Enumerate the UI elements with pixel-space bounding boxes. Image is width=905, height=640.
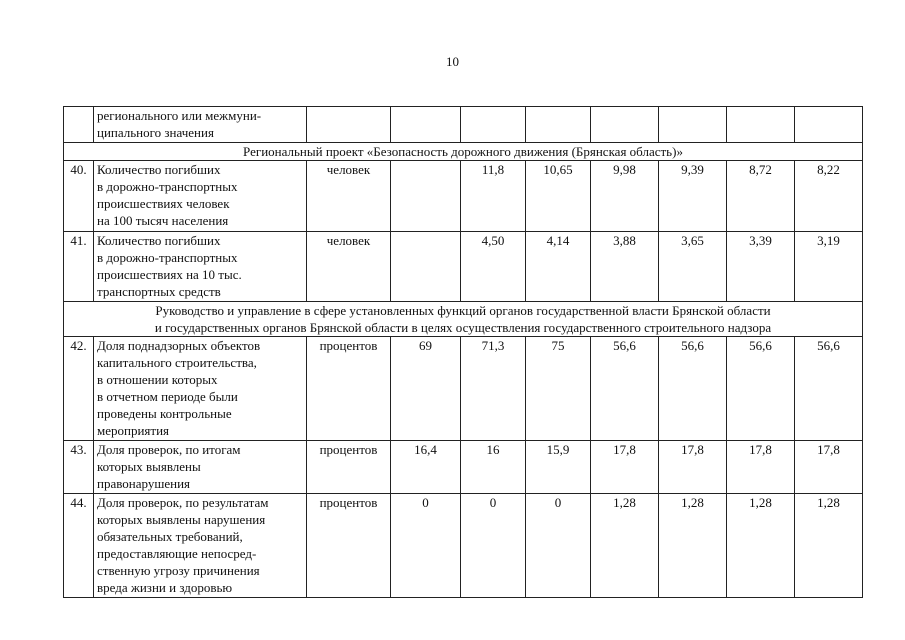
value-cell: 17,8 [795, 441, 863, 494]
section-title-management [64, 302, 863, 337]
value-cell [526, 107, 591, 143]
value-cell: 1,28 [659, 494, 727, 598]
value-cell: 16 [461, 441, 526, 494]
page-number: 10 [446, 54, 459, 69]
section-title-line: Руководство и управление в сфере установленных функций органов государственной власти Брянской области [155, 303, 771, 318]
indicator-name-line: проведены контрольные [97, 406, 232, 421]
value-cell [591, 107, 659, 143]
value-cell: 3,65 [659, 232, 727, 302]
indicator-name-line: ципального значения [97, 125, 214, 140]
value-cell: 1,28 [795, 494, 863, 598]
value-cell: 0 [526, 494, 591, 598]
row-number: 41. [64, 232, 94, 302]
indicator-name-line: обязательных требований, [97, 529, 243, 544]
indicator-name-line: Количество погибших [97, 162, 221, 177]
indicator-name-line: которых выявлены [97, 459, 201, 474]
table-row [64, 337, 863, 441]
value-cell: 56,6 [795, 337, 863, 441]
indicator-name-line: ственную угрозу причинения [97, 563, 260, 578]
row-number: 43. [64, 441, 94, 494]
indicator-name-line: вреда жизни и здоровью [97, 580, 233, 595]
indicator-name-cell [94, 337, 307, 441]
value-cell: 9,98 [591, 161, 659, 232]
value-cell: 3,19 [795, 232, 863, 302]
section-title-road-safety [64, 143, 863, 161]
value-cell: 16,4 [391, 441, 461, 494]
row-number: 42. [64, 337, 94, 441]
value-cell: 56,6 [727, 337, 795, 441]
value-cell [795, 107, 863, 143]
section-header-row [64, 143, 863, 161]
value-cell: 3,39 [727, 232, 795, 302]
value-cell: 4,14 [526, 232, 591, 302]
section-title-line: и государственных органов Брянской области в целях осуществления государственного строительного надзора [154, 320, 772, 335]
value-cell: 56,6 [659, 337, 727, 441]
value-cell: 69 [391, 337, 461, 441]
value-cell: 56,6 [591, 337, 659, 441]
indicator-name-cell [94, 441, 307, 494]
value-cell: 8,22 [795, 161, 863, 232]
value-cell: 9,39 [659, 161, 727, 232]
value-cell: 4,50 [461, 232, 526, 302]
indicator-name-line: правонарушения [97, 476, 191, 491]
value-cell [391, 232, 461, 302]
value-cell: 1,28 [727, 494, 795, 598]
indicator-name-cell [94, 161, 307, 232]
section-title-line: Региональный проект «Безопасность дорожного движения (Брянская область)» [243, 144, 683, 159]
unit-cell: человек [307, 161, 391, 232]
indicator-name-line: Количество погибших [97, 233, 221, 248]
table-row [64, 494, 863, 598]
unit-cell [307, 107, 391, 143]
value-cell: 8,72 [727, 161, 795, 232]
indicator-name-line: регионального или межмуни- [97, 108, 262, 123]
indicators-table [63, 106, 863, 598]
value-cell [461, 107, 526, 143]
indicator-name-cell [94, 232, 307, 302]
value-cell: 17,8 [727, 441, 795, 494]
value-cell: 3,88 [591, 232, 659, 302]
value-cell: 17,8 [591, 441, 659, 494]
table-row-continuation [64, 107, 863, 143]
value-cell: 75 [526, 337, 591, 441]
row-number: 44. [64, 494, 94, 598]
indicator-name-line: в отчетном периоде были [97, 389, 238, 404]
value-cell: 0 [391, 494, 461, 598]
indicator-name-line: Доля проверок, по результатам [97, 495, 269, 510]
table-row [64, 232, 863, 302]
indicator-name-line: происшествиях человек [97, 196, 230, 211]
indicator-name-line: которых выявлены нарушения [97, 512, 266, 527]
value-cell: 71,3 [461, 337, 526, 441]
indicator-name-line: в отношении которых [97, 372, 218, 387]
indicator-name-line: в дорожно-транспортных [97, 179, 238, 194]
unit-cell: процентов [307, 494, 391, 598]
value-cell [391, 161, 461, 232]
value-cell: 11,8 [461, 161, 526, 232]
indicator-name-line: Доля поднадзорных объектов [97, 338, 261, 353]
indicator-name-line: Доля проверок, по итогам [97, 442, 241, 457]
indicator-name-line: предоставляющие непосред- [97, 546, 257, 561]
indicator-name-cell [94, 494, 307, 598]
value-cell [659, 107, 727, 143]
value-cell: 1,28 [591, 494, 659, 598]
section-header-row [64, 302, 863, 337]
indicator-name-line: происшествиях на 10 тыс. [97, 267, 242, 282]
indicator-name-line: на 100 тысяч населения [97, 213, 229, 228]
row-number-cell [64, 107, 94, 143]
value-cell: 10,65 [526, 161, 591, 232]
value-cell: 15,9 [526, 441, 591, 494]
indicator-name-line: мероприятия [97, 423, 170, 438]
value-cell: 0 [461, 494, 526, 598]
value-cell [727, 107, 795, 143]
unit-cell: процентов [307, 441, 391, 494]
unit-cell: человек [307, 232, 391, 302]
indicator-name-line: в дорожно-транспортных [97, 250, 238, 265]
unit-cell: процентов [307, 337, 391, 441]
value-cell [391, 107, 461, 143]
indicator-name-cell [94, 107, 307, 143]
indicator-name-line: транспортных средств [97, 284, 221, 299]
value-cell: 17,8 [659, 441, 727, 494]
table-row [64, 441, 863, 494]
indicator-name-line: капитального строительства, [97, 355, 257, 370]
row-number: 40. [64, 161, 94, 232]
table-row [64, 161, 863, 232]
